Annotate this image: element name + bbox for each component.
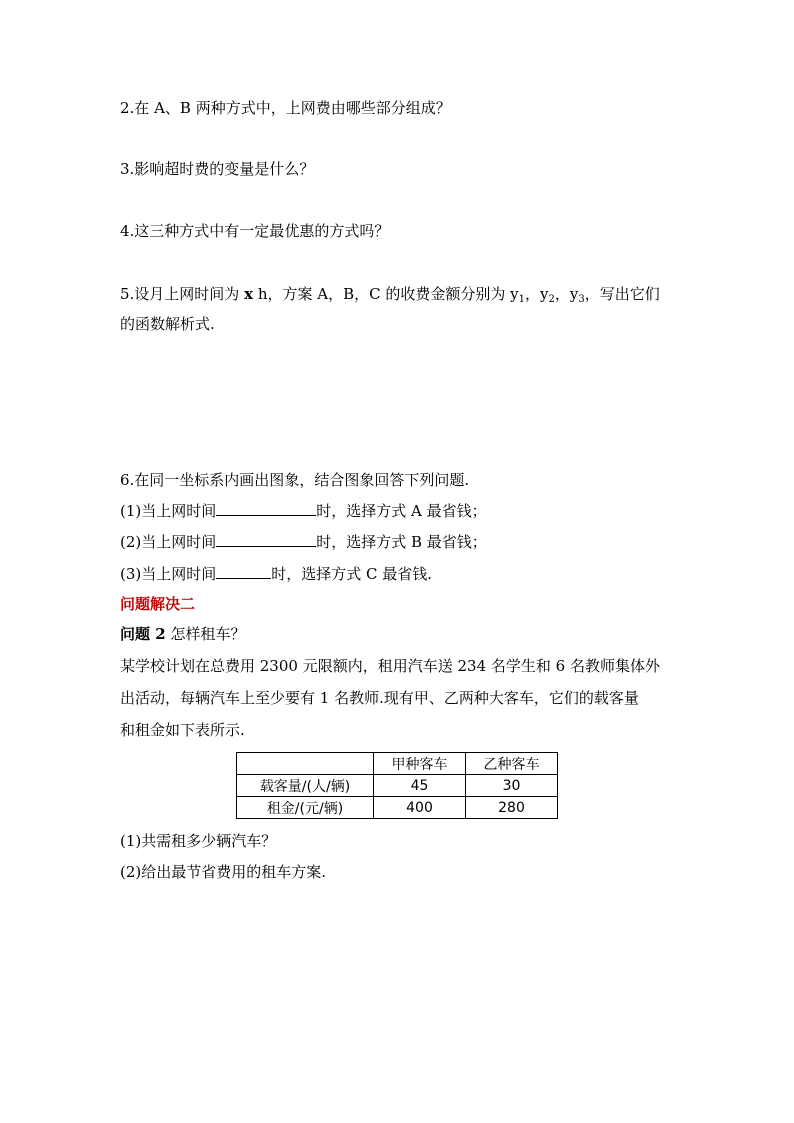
- q5-text-a: 5.设月上网时间为: [120, 285, 245, 303]
- q6-p2-pre: (2)当上网时间: [120, 533, 217, 551]
- problem-label: 问题 2: [120, 625, 166, 643]
- table-header-cell: 乙种客车: [466, 753, 558, 775]
- q6-p3-post: 时，选择方式 C 最省钱.: [271, 565, 433, 583]
- table-row: [237, 775, 558, 797]
- question-5-line1: [120, 284, 660, 304]
- problem-desc-line1: 某学校计划在总费用 2300 元限额内，租用汽车送 234 名学生和 6 名教师集体外: [120, 657, 660, 675]
- problem-title: 怎样租车？: [165, 625, 246, 643]
- q5-sep-2: ，y: [554, 285, 579, 303]
- q6-p1-pre: (1)当上网时间: [120, 502, 217, 520]
- question-6-part-2: [120, 532, 487, 552]
- table-cell: 45: [374, 775, 466, 797]
- q5-sub-1: 1: [518, 294, 525, 305]
- question-3: 3.影响超时费的变量是什么？: [120, 160, 315, 178]
- table-cell: 280: [466, 797, 558, 819]
- q5-sub-2: 2: [548, 294, 555, 305]
- q6-p2-post: 时，选择方式 B 最省钱；: [316, 533, 487, 551]
- question-6-part-3: [120, 564, 432, 584]
- question-5-line2: 的函数解析式.: [120, 315, 215, 333]
- question-6-intro: 6.在同一坐标系内画出图象，结合图象回答下列问题.: [120, 471, 470, 489]
- problem-desc-line2: 出活动，每辆汽车上至少要有 1 名教师.现有甲、乙两种大客车，它们的载客量: [120, 689, 639, 707]
- table-header-row: [237, 753, 558, 775]
- table-cell: 30: [466, 775, 558, 797]
- q5-tail: ，写出它们: [584, 285, 660, 303]
- table-header-cell: [237, 753, 374, 775]
- q5-sub-3: 3: [578, 294, 585, 305]
- question-6-part-1: [120, 501, 487, 521]
- sub-question-1: (1)共需租多少辆汽车？: [120, 832, 277, 850]
- table-header-cell: 甲种客车: [374, 753, 466, 775]
- q5-sep-1: ，y: [524, 285, 549, 303]
- answer-blank-3[interactable]: [216, 564, 271, 579]
- problem-desc-line3: 和租金如下表所示.: [120, 721, 245, 739]
- bus-rental-table: [236, 752, 558, 819]
- section-heading: 问题解决二: [120, 595, 196, 613]
- q6-p3-pre: (3)当上网时间: [120, 565, 217, 583]
- question-4: 4.这三种方式中有一定最优惠的方式吗？: [120, 222, 390, 240]
- answer-blank-2[interactable]: [216, 532, 316, 547]
- answer-blank-1[interactable]: [216, 501, 316, 516]
- table-cell: 载客量/(人/辆): [237, 775, 374, 797]
- q5-variable-x: x: [244, 285, 254, 303]
- q5-text-b: h，方案 A，B，C 的收费金额分别为 y: [253, 285, 519, 303]
- table-cell: 400: [374, 797, 466, 819]
- table-row: [237, 797, 558, 819]
- problem-2-title: [120, 624, 245, 644]
- question-2: 2.在 A、B 两种方式中，上网费由哪些部分组成？: [120, 99, 451, 117]
- q6-p1-post: 时，选择方式 A 最省钱；: [316, 502, 487, 520]
- table-cell: 租金/(元/辆): [237, 797, 374, 819]
- sub-question-2: (2)给出最节省费用的租车方案.: [120, 863, 327, 881]
